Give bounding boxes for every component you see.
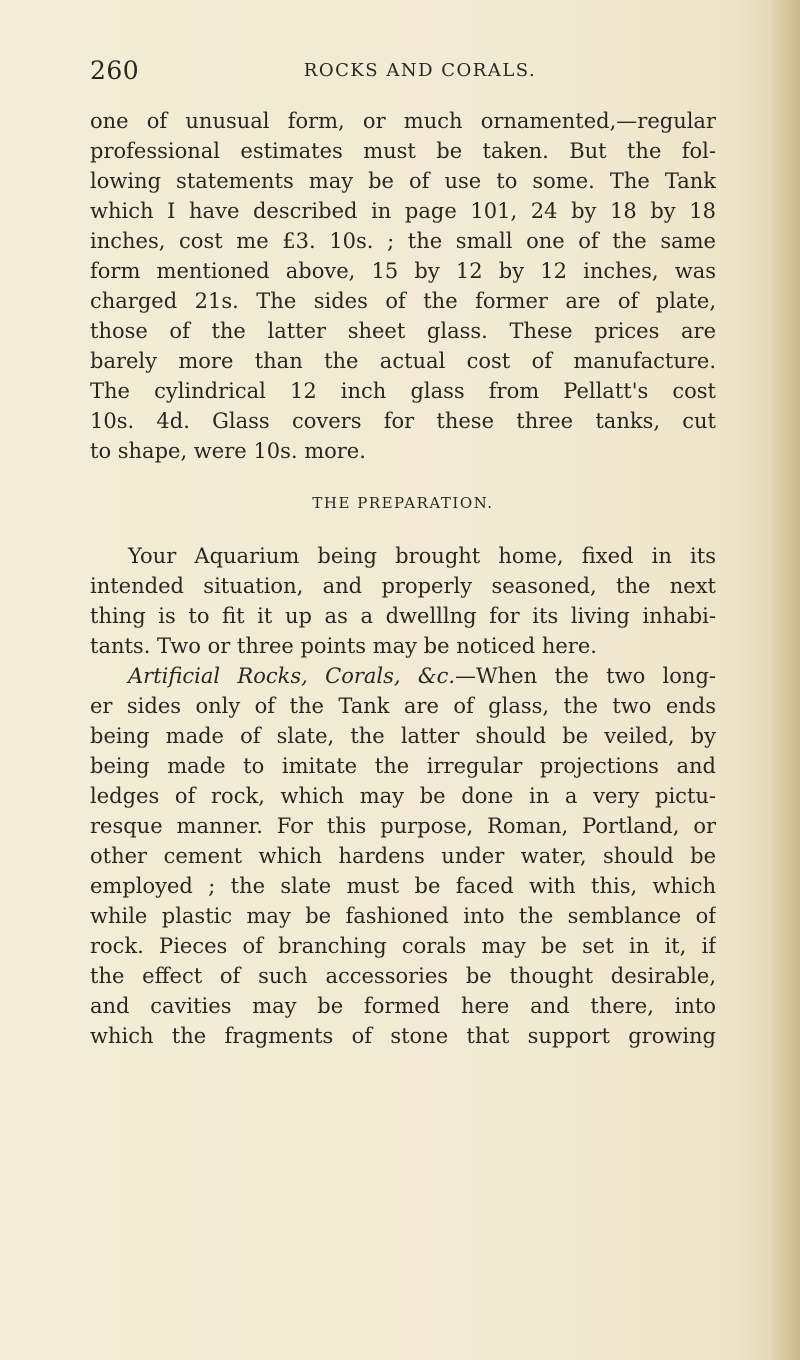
- text-line: those of the latter sheet glass. These prices are: [90, 319, 716, 343]
- text-line: barely more than the actual cost of manufacture.: [90, 349, 716, 373]
- text-line: 10s. 4d. Glass covers for these three tanks, cut: [90, 409, 716, 433]
- text-line: the effect of such accessories be thought desirable,: [90, 964, 716, 988]
- subheading-italic: Artificial Rocks, Corals, &c.: [128, 664, 456, 688]
- text-line: which the fragments of stone that support growing: [90, 1024, 716, 1048]
- text-line: [90, 661, 716, 691]
- text-line: being made to imitate the irregular projections and: [90, 754, 716, 778]
- text-line: rock. Pieces of branching corals may be set in it, if: [90, 934, 716, 958]
- text-fragment: —When the two long-: [455, 664, 716, 688]
- text-line: and cavities may be formed here and there, into: [90, 994, 716, 1018]
- text-line: while plastic may be fashioned into the semblance of: [90, 904, 716, 928]
- text-line: lowing statements may be of use to some. The Tank: [90, 169, 716, 193]
- text-line: to shape, were 10s. more.: [90, 439, 366, 463]
- text-line: one of unusual form, or much ornamented,—regular: [90, 109, 716, 133]
- text-line: thing is to fit it up as a dwelllng for its living inhabi-: [90, 604, 716, 628]
- paragraph-aquarium: [90, 541, 716, 661]
- text-line: other cement which hardens under water, should be: [90, 844, 716, 868]
- page-number: 260: [90, 56, 140, 85]
- text-line: er sides only of the Tank are of glass, the two ends: [90, 694, 716, 718]
- text-line: Your Aquarium being brought home, fixed in its: [128, 544, 716, 568]
- paragraph-estimates: [90, 106, 716, 466]
- text-line: professional estimates must be taken. But the fol-: [90, 139, 716, 163]
- body-text: [90, 106, 716, 1051]
- page-edge-shadow: [770, 0, 800, 1360]
- text-line: tants. Two or three points may be noticed here.: [90, 634, 597, 658]
- page-header: [90, 56, 710, 90]
- text-line: employed ; the slate must be faced with this, which: [90, 874, 716, 898]
- text-line: charged 21s. The sides of the former are of plate,: [90, 289, 716, 313]
- text-line: being made of slate, the latter should be veiled, by: [90, 724, 716, 748]
- text-line: The cylindrical 12 inch glass from Pellatt's cost: [90, 379, 716, 403]
- text-line: resque manner. For this purpose, Roman, Portland, or: [90, 814, 716, 838]
- text-line: form mentioned above, 15 by 12 by 12 inches, was: [90, 259, 716, 283]
- text-line: ledges of rock, which may be done in a very pictu-: [90, 784, 716, 808]
- section-heading: THE PREPARATION.: [312, 494, 494, 512]
- text-line: intended situation, and properly seasoned, the next: [90, 574, 716, 598]
- paragraph-artificial-rocks: [90, 661, 716, 1051]
- text-line: which I have described in page 101, 24 by 18 by 18: [90, 199, 716, 223]
- running-title: ROCKS AND CORALS.: [303, 60, 537, 81]
- text-line: inches, cost me £3. 10s. ; the small one of the same: [90, 229, 716, 253]
